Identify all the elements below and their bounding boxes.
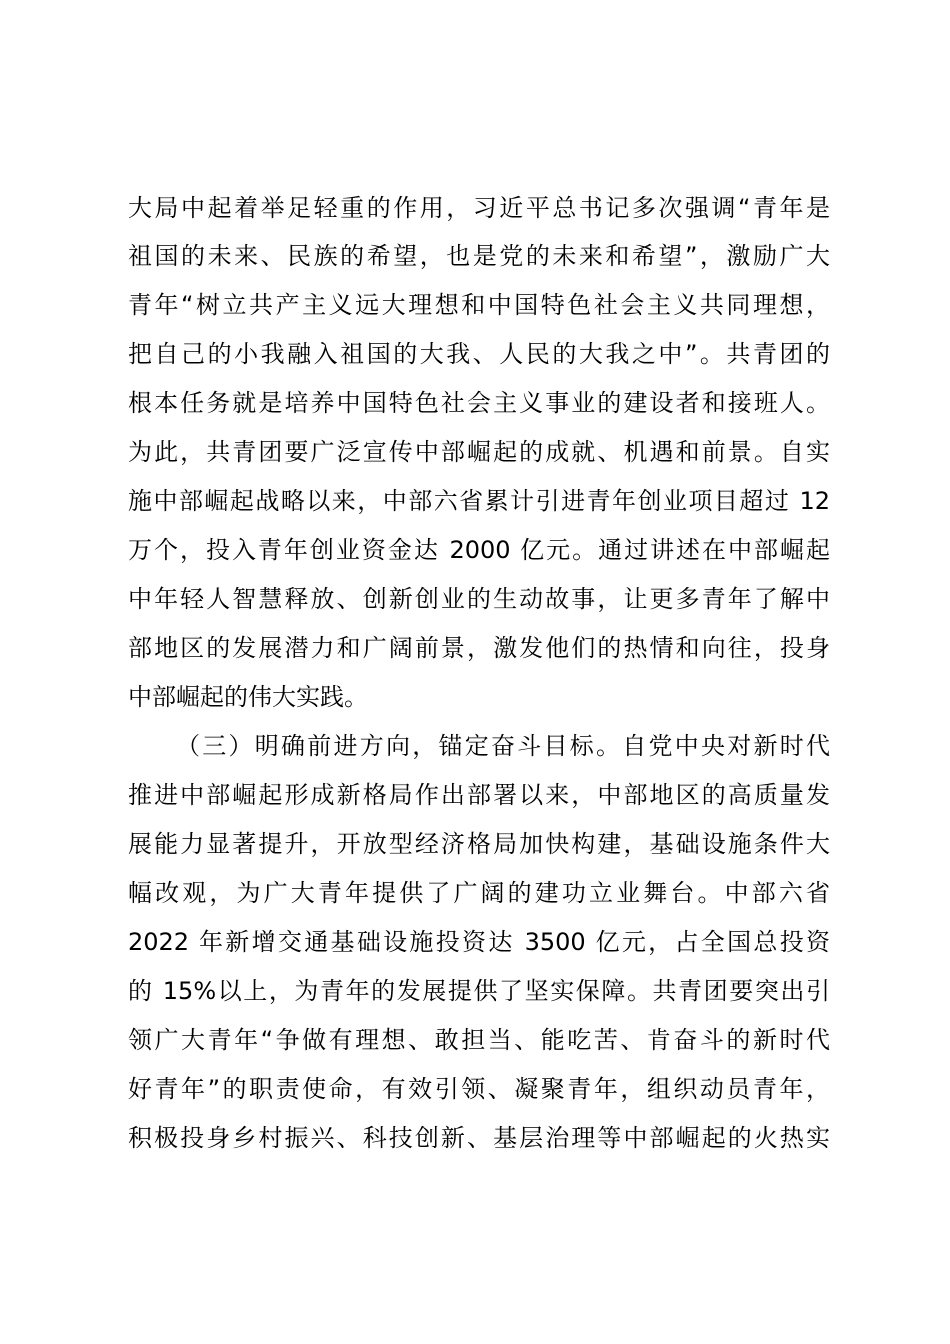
text-line: 青年“树立共产主义远大理想和中国特色社会主义共同理想， [128,291,830,319]
text-line: 把自己的小我融入祖国的大我、人民的大我之中”。共青团的 [128,340,830,368]
text-line: 幅改观，为广大青年提供了广阔的建功立业舞台。中部六省 [128,879,830,907]
text-line: 为此，共青团要广泛宣传中部崛起的成就、机遇和前景。自实 [128,438,830,466]
text-line: 2022 年新增交通基础设施投资达 3500 亿元，占全国总投资 [128,928,830,956]
text-line: 好青年”的职责使命，有效引领、凝聚青年，组织动员青年， [128,1075,830,1103]
text-line: 根本任务就是培养中国特色社会主义事业的建设者和接班人。 [128,389,830,417]
text-line: 中部崛起的伟大实践。 [128,683,368,711]
text-line: 部地区的发展潜力和广阔前景，激发他们的热情和向往，投身 [128,634,830,662]
text-line: 推进中部崛起形成新格局作出部署以来，中部地区的高质量发 [128,781,830,809]
text-line: 的 15%以上，为青年的发展提供了坚实保障。共青团要突出引 [128,977,830,1005]
text-line: 施中部崛起战略以来，中部六省累计引进青年创业项目超过 12 [128,487,830,515]
text-line: 领广大青年“争做有理想、敢担当、能吃苦、肯奋斗的新时代 [128,1026,830,1054]
text-line: 积极投身乡村振兴、科技创新、基层治理等中部崛起的火热实 [128,1124,830,1152]
text-line: 万个，投入青年创业资金达 2000 亿元。通过讲述在中部崛起 [128,536,830,564]
text-line: 大局中起着举足轻重的作用，习近平总书记多次强调“青年是 [128,194,830,222]
text-line: （三）明确前进方向，锚定奋斗目标。自党中央对新时代 [176,732,830,760]
text-line: 祖国的未来、民族的希望，也是党的未来和希望”，激励广大 [128,242,830,270]
text-line: 中年轻人智慧释放、创新创业的生动故事，让更多青年了解中 [128,585,830,613]
text-line: 展能力显著提升，开放型经济格局加快构建，基础设施条件大 [128,830,830,858]
